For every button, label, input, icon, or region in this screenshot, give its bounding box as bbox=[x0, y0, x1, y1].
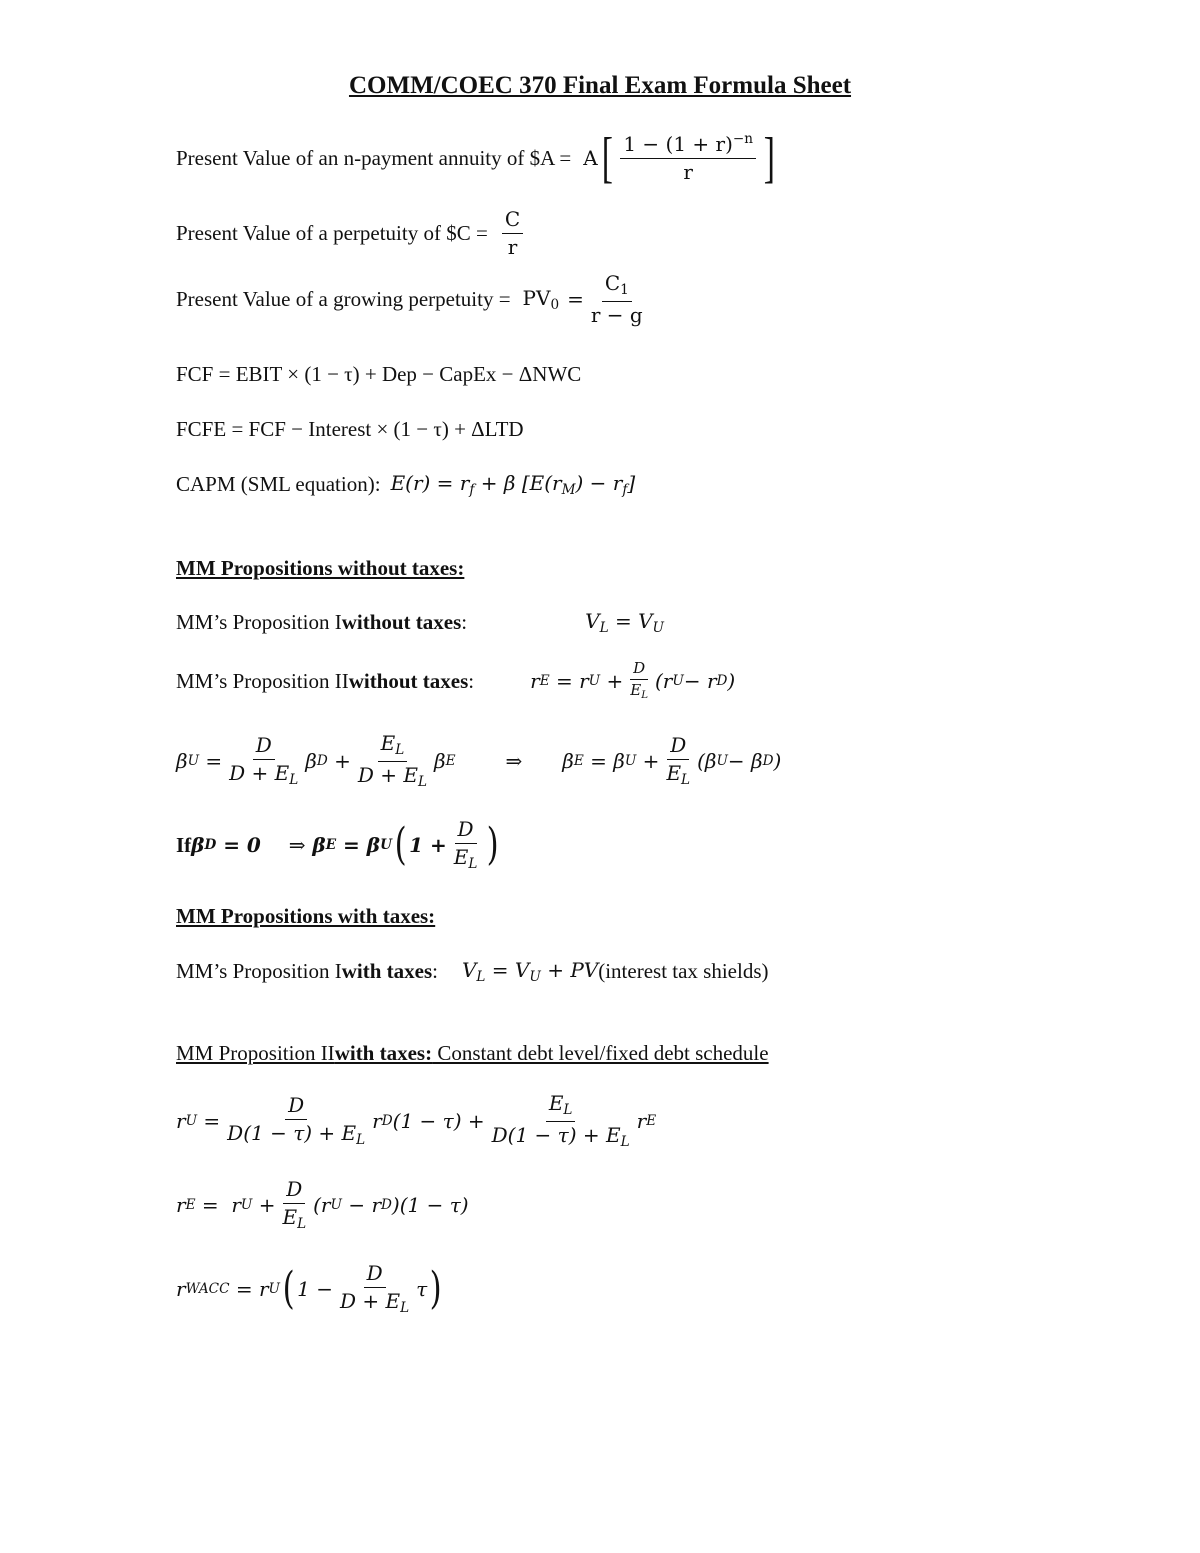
page-title: COMM/COEC 370 Final Exam Formula Sheet bbox=[348, 72, 852, 99]
prop2-no-tax-suffix: : bbox=[468, 668, 475, 693]
beta-unlevered-equation: β U = $\frac{D}{D + E_L}$ β D + $\frac{E_L}{D + E_L}$ β E ⇒ β E = β U + $\frac{D}{E_L}$ (β U − β D ) bbox=[176, 731, 782, 790]
right-bracket: ] bbox=[763, 127, 775, 189]
perpetuity-fraction bbox=[502, 208, 523, 259]
fcf-formula: FCF = EBIT × (1 − τ) + Dep − CapEx − ΔNWC bbox=[176, 362, 582, 386]
growing-numerator: $C_1$ bbox=[602, 272, 632, 302]
perpetuity-label: Present Value of a perpetuity of $C = bbox=[176, 221, 488, 245]
if-beta-d-zero: If β D = 0 ⇒ β E = β U ( 1 + $\frac{D}{E_L}$ ) bbox=[176, 817, 499, 873]
growing-perpetuity-formula bbox=[176, 272, 650, 327]
prop1-tax-bold: with taxes bbox=[341, 959, 433, 984]
if-label: If bbox=[176, 832, 192, 857]
growing-denominator: r − g bbox=[590, 302, 643, 327]
prop1-no-tax-prefix: MM’s Proposition I bbox=[176, 610, 342, 635]
annuity-numerator: 1 − (1 + r) bbox=[623, 132, 733, 157]
capm-formula bbox=[176, 471, 635, 498]
prop2-no-tax-equation: r E = r U + $\frac{D}{E_L}$ (r U − r D ) bbox=[530, 659, 736, 702]
section-heading-with-taxes: MM Propositions with taxes: bbox=[176, 904, 436, 928]
implies-arrow: ⇒ bbox=[505, 749, 523, 774]
annuity-fraction bbox=[620, 132, 756, 184]
perpetuity-formula bbox=[176, 208, 527, 259]
prop2-tax-suffix: Constant debt level/fixed debt schedule bbox=[432, 1041, 769, 1065]
ru-equation: r U = $\frac{D}{D(1 - \tau) + E_L}$ r D (1 − τ) + $\frac{E_L}{D(1 - \tau) + E_L}$ r E bbox=[176, 1091, 657, 1150]
perpetuity-numerator: C bbox=[502, 208, 523, 234]
prop1-no-tax bbox=[176, 609, 664, 636]
fcfe-formula: FCFE = FCF − Interest × (1 − τ) + ΔLTD bbox=[176, 417, 524, 441]
annuity-coef: A bbox=[583, 146, 598, 170]
prop2-tax-prefix: MM Proposition II bbox=[176, 1041, 335, 1065]
growing-label: Present Value of a growing perpetuity = bbox=[176, 286, 511, 311]
prop2-no-tax-bold: without taxes bbox=[348, 668, 469, 693]
beta-equity-equation: β E = β U + $\frac{D}{E_L}$ (β U − β D ) bbox=[562, 732, 782, 788]
annuity-formula bbox=[176, 127, 779, 189]
prop1-no-tax-bold: without taxes bbox=[341, 610, 462, 635]
annuity-denominator: r bbox=[683, 160, 693, 185]
growing-fraction bbox=[588, 272, 646, 327]
prop1-tax bbox=[176, 958, 769, 985]
prop1-no-tax-suffix: : bbox=[461, 610, 468, 635]
prop1-tax-suffix: : bbox=[432, 959, 438, 984]
capm-label: CAPM (SML equation): bbox=[176, 472, 381, 497]
prop2-no-tax bbox=[176, 660, 735, 702]
section-heading-no-taxes: MM Propositions without taxes: bbox=[176, 556, 465, 580]
growing-lhs: $PV_0$ bbox=[522, 285, 560, 313]
prop2-tax-heading bbox=[176, 1041, 769, 1066]
re-equation: r E = r U + $\frac{D}{E_L}$ (r U − r D )(1 − τ) bbox=[176, 1177, 469, 1233]
prop2-no-tax-prefix: MM’s Proposition II bbox=[176, 668, 349, 693]
rwacc-equation: r WACC = r U ( 1 − $\frac{D}{D + E_L}$ τ ) bbox=[176, 1261, 442, 1317]
growing-eq: = bbox=[567, 287, 584, 312]
prop1-tax-prefix: MM’s Proposition I bbox=[176, 959, 342, 984]
prop2-tax-bold: with taxes: bbox=[334, 1041, 433, 1065]
perpetuity-denominator: r bbox=[507, 235, 518, 259]
prop1-no-tax-equation: $V_L = V_U$ bbox=[585, 609, 665, 637]
annuity-label: Present Value of an n-payment annuity of $A = bbox=[176, 145, 572, 170]
annuity-exponent: −n bbox=[732, 130, 754, 147]
prop1-tax-tail: (interest tax shields) bbox=[598, 959, 769, 984]
capm-equation: $E(r) = r_f + \beta$ $[E(r_M) - r_f]$ bbox=[390, 471, 636, 499]
prop1-tax-equation: $V_L = V_U$ + PV bbox=[461, 958, 599, 986]
left-bracket: [ bbox=[601, 127, 613, 189]
